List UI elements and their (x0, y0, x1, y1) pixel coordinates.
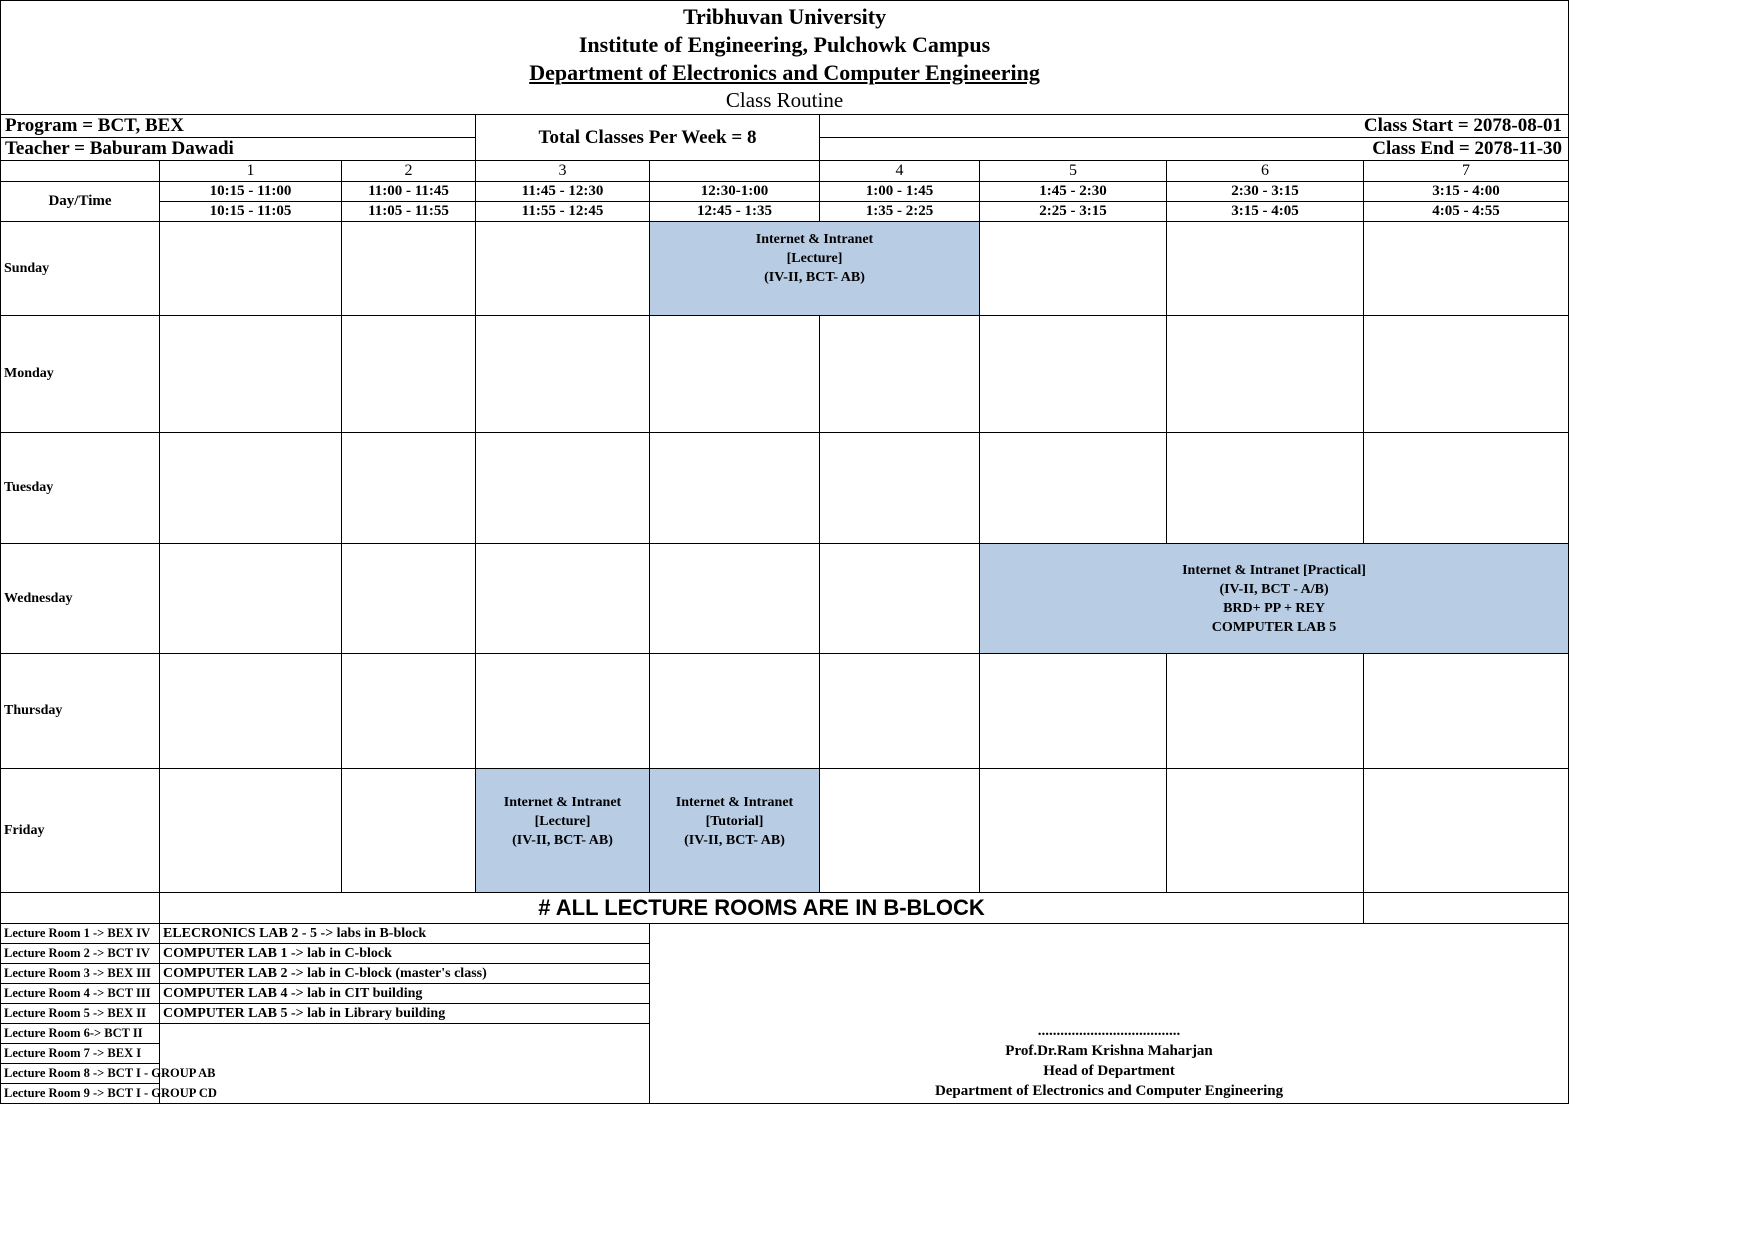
period-number: 2 (342, 161, 476, 182)
time-slot: 11:05 - 11:55 (342, 202, 476, 222)
lecture-room-item: Lecture Room 9 -> BCT I - GROUP CD (1, 1084, 160, 1104)
lecture-room-item: Lecture Room 7 -> BEX I (1, 1044, 160, 1064)
day-row-tuesday (1, 433, 1569, 544)
total-classes-label: Total Classes Per Week = 8 (476, 115, 820, 161)
class-slot-friday-tutorial[interactable] (650, 769, 820, 893)
time-row-1 (1, 182, 1569, 202)
time-slot: 3:15 - 4:00 (1364, 182, 1569, 202)
signature-dots: ...................................... (1037, 1023, 1181, 1039)
period-number: 3 (476, 161, 650, 182)
empty-cell (650, 544, 820, 654)
lecture-room-item: Lecture Room 4 -> BCT III (1, 984, 160, 1004)
empty-cell (160, 222, 342, 316)
time-slot: 1:00 - 1:45 (820, 182, 980, 202)
institute-name: Institute of Engineering, Pulchowk Campus (578, 31, 991, 57)
empty-cell (160, 654, 342, 769)
empty-cell (1364, 222, 1569, 316)
day-label: Friday (1, 769, 160, 893)
period-number: 5 (980, 161, 1167, 182)
period-number-blank (1, 161, 160, 182)
period-number: 1 (160, 161, 342, 182)
slot-line: [Lecture] (534, 814, 591, 829)
slot-line: Internet & Intranet (755, 232, 874, 247)
document-title: Class Routine (725, 87, 844, 112)
period-number-row (1, 161, 1569, 182)
empty-cell (160, 433, 342, 544)
empty-cell (820, 544, 980, 654)
empty-cell (476, 433, 650, 544)
day-label: Tuesday (1, 433, 160, 544)
day-time-label: Day/Time (1, 182, 160, 222)
slot-line: Internet & Intranet (675, 795, 794, 810)
time-slot: 12:45 - 1:35 (650, 202, 820, 222)
slot-line: Internet & Intranet [Practical] (1182, 562, 1366, 578)
slot-line: (IV-II, BCT- AB) (764, 270, 865, 285)
empty-cell (342, 316, 476, 433)
time-slot: 2:25 - 3:15 (980, 202, 1167, 222)
empty-cell (980, 222, 1167, 316)
empty-cell (476, 222, 650, 316)
document-header (1, 1, 1569, 115)
signature-block (650, 924, 1569, 1104)
signatory-name: Prof.Dr.Ram Krishna Maharjan (1005, 1043, 1213, 1059)
day-label: Wednesday (1, 544, 160, 654)
time-slot: 12:30-1:00 (650, 182, 820, 202)
period-number: 4 (820, 161, 980, 182)
lab-item: COMPUTER LAB 2 -> lab in C-block (master's class) (160, 964, 650, 984)
slot-line: Internet & Intranet (503, 795, 622, 810)
lecture-room-item: Lecture Room 3 -> BEX III (1, 964, 160, 984)
empty-cell (1364, 433, 1569, 544)
day-label: Sunday (1, 222, 160, 316)
empty-cell (980, 769, 1167, 893)
lecture-room-item: Lecture Room 2 -> BCT IV (1, 944, 160, 964)
empty-cell (1364, 769, 1569, 893)
lecture-rooms-notice: # ALL LECTURE ROOMS ARE IN B-BLOCK (160, 893, 1364, 924)
empty-cell (1364, 316, 1569, 433)
day-row-monday (1, 316, 1569, 433)
class-end-label: Class End = 2078-11-30 (820, 138, 1569, 161)
empty-cell (1167, 316, 1364, 433)
class-slot-sunday-lecture[interactable] (650, 222, 980, 316)
empty-cell (1364, 893, 1569, 924)
empty-cell (160, 316, 342, 433)
empty-cell (1, 893, 160, 924)
day-row-sunday (1, 222, 1569, 316)
day-row-wednesday (1, 544, 1569, 654)
time-slot: 11:55 - 12:45 (476, 202, 650, 222)
time-row-2 (1, 202, 1569, 222)
time-slot: 11:45 - 12:30 (476, 182, 650, 202)
class-slot-friday-lecture[interactable] (476, 769, 650, 893)
day-row-thursday (1, 654, 1569, 769)
university-name: Tribhuvan University (682, 3, 887, 29)
empty-cell (980, 654, 1167, 769)
slot-line: BRD+ PP + REY (1223, 600, 1325, 616)
lab-item: COMPUTER LAB 4 -> lab in CIT building (160, 984, 650, 1004)
slot-line: (IV-II, BCT- AB) (684, 833, 785, 848)
signatory-title: Head of Department (1043, 1063, 1175, 1079)
empty-cell (476, 544, 650, 654)
time-slot: 11:00 - 11:45 (342, 182, 476, 202)
period-number: 7 (1364, 161, 1569, 182)
time-slot: 2:30 - 3:15 (1167, 182, 1364, 202)
empty-cell (820, 769, 980, 893)
lab-item: COMPUTER LAB 5 -> lab in Library building (160, 1004, 650, 1024)
meta-row-1 (1, 115, 1569, 138)
lecture-room-item: Lecture Room 5 -> BEX II (1, 1004, 160, 1024)
empty-cell (1167, 433, 1364, 544)
time-slot: 10:15 - 11:00 (160, 182, 342, 202)
empty-cell (342, 544, 476, 654)
lab-item: COMPUTER LAB 1 -> lab in C-block (160, 944, 650, 964)
empty-cell (980, 433, 1167, 544)
empty-cell (476, 654, 650, 769)
day-label: Monday (1, 316, 160, 433)
program-label: Program = BCT, BEX (1, 115, 476, 138)
slot-line: (IV-II, BCT - A/B) (1219, 581, 1329, 597)
empty-cell (1167, 654, 1364, 769)
lecture-room-item: Lecture Room 1 -> BEX IV (1, 924, 160, 944)
empty-cell (342, 433, 476, 544)
class-start-label: Class Start = 2078-08-01 (820, 115, 1569, 138)
time-slot: 3:15 - 4:05 (1167, 202, 1364, 222)
empty-cell (160, 544, 342, 654)
signatory-department: Department of Electronics and Computer Engineering (934, 1083, 1284, 1099)
header-row (1, 1, 1569, 115)
empty-cell (650, 433, 820, 544)
period-number-blank (650, 161, 820, 182)
class-slot-wednesday-practical[interactable] (980, 544, 1569, 654)
empty-cell (1167, 222, 1364, 316)
notice-row (1, 893, 1569, 924)
empty-cell (820, 316, 980, 433)
lab-item: ELECRONICS LAB 2 - 5 -> labs in B-block (160, 924, 650, 944)
legend-row (1, 924, 1569, 944)
slot-line: (IV-II, BCT- AB) (512, 833, 613, 848)
department-name: Department of Electronics and Computer Engineering (529, 59, 1040, 85)
empty-cell (476, 316, 650, 433)
empty-cell (342, 654, 476, 769)
time-slot: 10:15 - 11:05 (160, 202, 342, 222)
time-slot: 4:05 - 4:55 (1364, 202, 1569, 222)
slot-line: [Tutorial] (705, 814, 764, 829)
empty-cell (820, 433, 980, 544)
empty-cell (160, 1024, 650, 1104)
empty-cell (650, 316, 820, 433)
empty-cell (1364, 654, 1569, 769)
slot-line: [Lecture] (786, 251, 843, 266)
empty-cell (650, 654, 820, 769)
empty-cell (342, 222, 476, 316)
day-label: Thursday (1, 654, 160, 769)
day-row-friday (1, 769, 1569, 893)
time-slot: 1:35 - 2:25 (820, 202, 980, 222)
lecture-room-item: Lecture Room 8 -> BCT I - GROUP AB (1, 1064, 160, 1084)
empty-cell (160, 769, 342, 893)
empty-cell (980, 316, 1167, 433)
empty-cell (1167, 769, 1364, 893)
empty-cell (342, 769, 476, 893)
period-number: 6 (1167, 161, 1364, 182)
empty-cell (820, 654, 980, 769)
lecture-room-item: Lecture Room 6-> BCT II (1, 1024, 160, 1044)
teacher-label: Teacher = Baburam Dawadi (1, 138, 476, 161)
slot-line: COMPUTER LAB 5 (1211, 619, 1337, 635)
time-slot: 1:45 - 2:30 (980, 182, 1167, 202)
